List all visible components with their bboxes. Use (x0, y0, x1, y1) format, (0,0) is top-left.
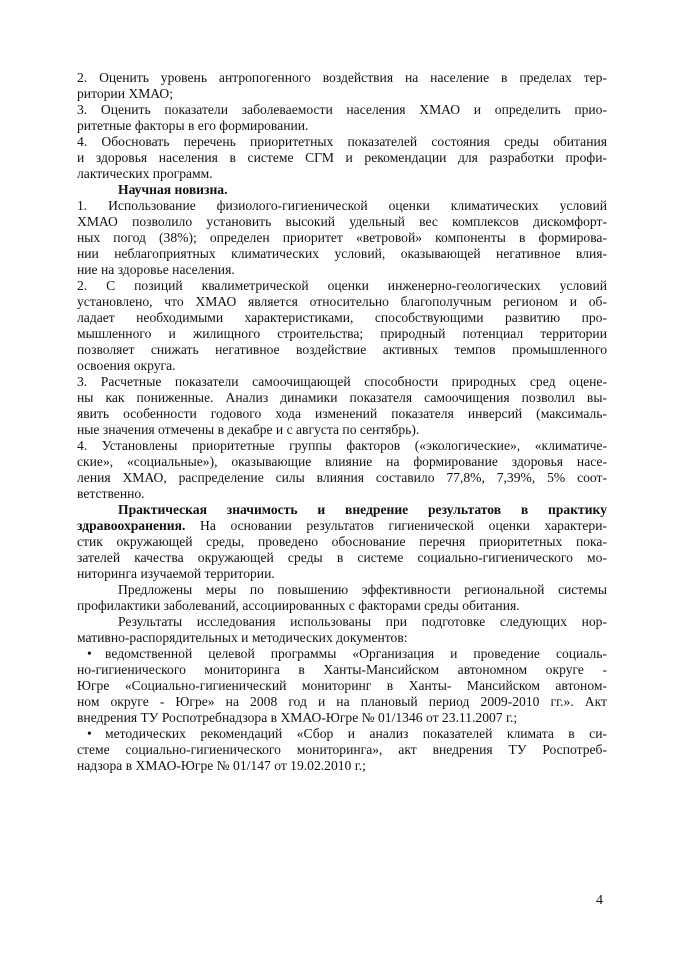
text-line: ных погод (38%); определен приоритет «ветровой» компоненты в формирова- (77, 230, 607, 245)
text-line: но-гигиенического мониторинга в Ханты-Мансийском автономном округе - (77, 662, 607, 677)
text-line: зателей качества окружающей среды в системе социально-гигиенического мо- (77, 550, 607, 565)
text-line: 4. Обосновать перечень приоритетных показателей состояния среды обитания (77, 134, 607, 149)
text-line: 2. С позиций квалиметрической оценки инженерно-геологических условий (77, 278, 607, 293)
text-line: ритетные факторы в его формировании. (77, 118, 309, 133)
text-line: ные значения отмечены в декабре и с августа по сентябрь). (77, 422, 420, 437)
text-line: 1. Использование физиолого-гигиенической оценки климатических условий (77, 198, 607, 213)
text-line: ны как пониженные. Анализ динамики показателя самоочищения позволил вы- (77, 390, 607, 405)
text-line: 2. Оценить уровень антропогенного воздействия на население в пределах тер- (77, 70, 607, 85)
list-item-first-line (87, 646, 607, 662)
text-line: ХМАО позволило установить высокий удельный вес комплексов дискомфорт- (77, 214, 607, 229)
text-line: ние на здоровье населения. (77, 262, 235, 277)
text-line: внедрения ТУ Роспотребнадзора в ХМАО-Югре № 01/1346 от 23.11.2007 г.; (77, 710, 518, 725)
text-fragment: ведомственной целевой программы «Организация и проведение социаль- (105, 646, 607, 661)
text-line: 3. Расчетные показатели самоочищающей способности природных сред оцене- (77, 374, 607, 389)
text-line: ном округе - Югре» на 2008 год и на плановый период 2009-2010 гг.». Акт (77, 694, 607, 709)
section-heading-practical: Практическая значимость и внедрение результатов в практику (118, 502, 607, 517)
text-line: ские», «социальные»), оказывающие влияние на формирование здоровья насе- (77, 454, 607, 469)
page-number: 4 (596, 893, 603, 908)
text-fragment: На основании результатов гигиенической оценки характери- (185, 518, 607, 533)
section-heading-novelty: Научная новизна. (118, 182, 228, 197)
text-line: мативно-распорядительных и методических документов: (77, 630, 408, 645)
text-line: профилактики заболеваний, ассоциированных с факторами среды обитания. (77, 598, 520, 613)
text-line: Результаты исследования использованы при подготовке следующих нор- (118, 614, 607, 629)
text-line: нии неблагоприятных климатических условий, оказывающей негативное влия- (77, 246, 607, 261)
bullet-icon: • (87, 646, 92, 661)
text-line: надзора в ХМАО-Югре № 01/147 от 19.02.2010 г.; (77, 758, 366, 773)
text-line: 3. Оценить показатели заболеваемости населения ХМАО и определить прио- (77, 102, 607, 117)
text-line: стик окружающей среды, проведено обоснование перечня приоритетных пока- (77, 534, 607, 549)
text-line: лактических программ. (77, 166, 213, 181)
bullet-icon: • (87, 726, 92, 741)
text-line: установлено, что ХМАО является относительно благополучным регионом и об- (77, 294, 607, 309)
text-fragment: методических рекомендаций «Сбор и анализ показателей климата в си- (105, 726, 607, 741)
text-line-mixed (77, 518, 607, 534)
text-line: ладает необходимыми характеристиками, способствующими развитию про- (77, 310, 607, 325)
text-line: ритории ХМАО; (77, 86, 174, 101)
text-line: мышленного и жилищного строительства; природный потенциал территории (77, 326, 607, 341)
text-line: ления ХМАО, распределение силы влияния составило 77,8%, 7,39%, 5% соот- (77, 470, 607, 485)
text-line: позволяет снижать негативное воздействие активных темпов промышленного (77, 342, 607, 357)
text-line: и здоровья населения в системе СГМ и рекомендации для разработки профи- (77, 150, 607, 165)
text-line: Югре «Социально-гигиенический мониторинг в Ханты- Мансийском автоном- (77, 678, 607, 693)
text-line: Предложены меры по повышению эффективности региональной системы (118, 582, 607, 597)
list-item-first-line (87, 726, 607, 742)
text-line: освоения округа. (77, 358, 176, 373)
text-line: стеме социально-гигиенического мониторинга», акт внедрения ТУ Роспотреб- (77, 742, 607, 757)
text-line: ветственно. (77, 486, 145, 501)
section-heading-practical-end: здравоохранения. (77, 518, 186, 533)
text-line: ниторинга изучаемой территории. (77, 566, 275, 581)
text-line: явить особенности годового хода изменений показателя инверсий (максималь- (77, 406, 607, 421)
text-line: 4. Установлены приоритетные группы факторов («экологические», «климатиче- (77, 438, 607, 453)
